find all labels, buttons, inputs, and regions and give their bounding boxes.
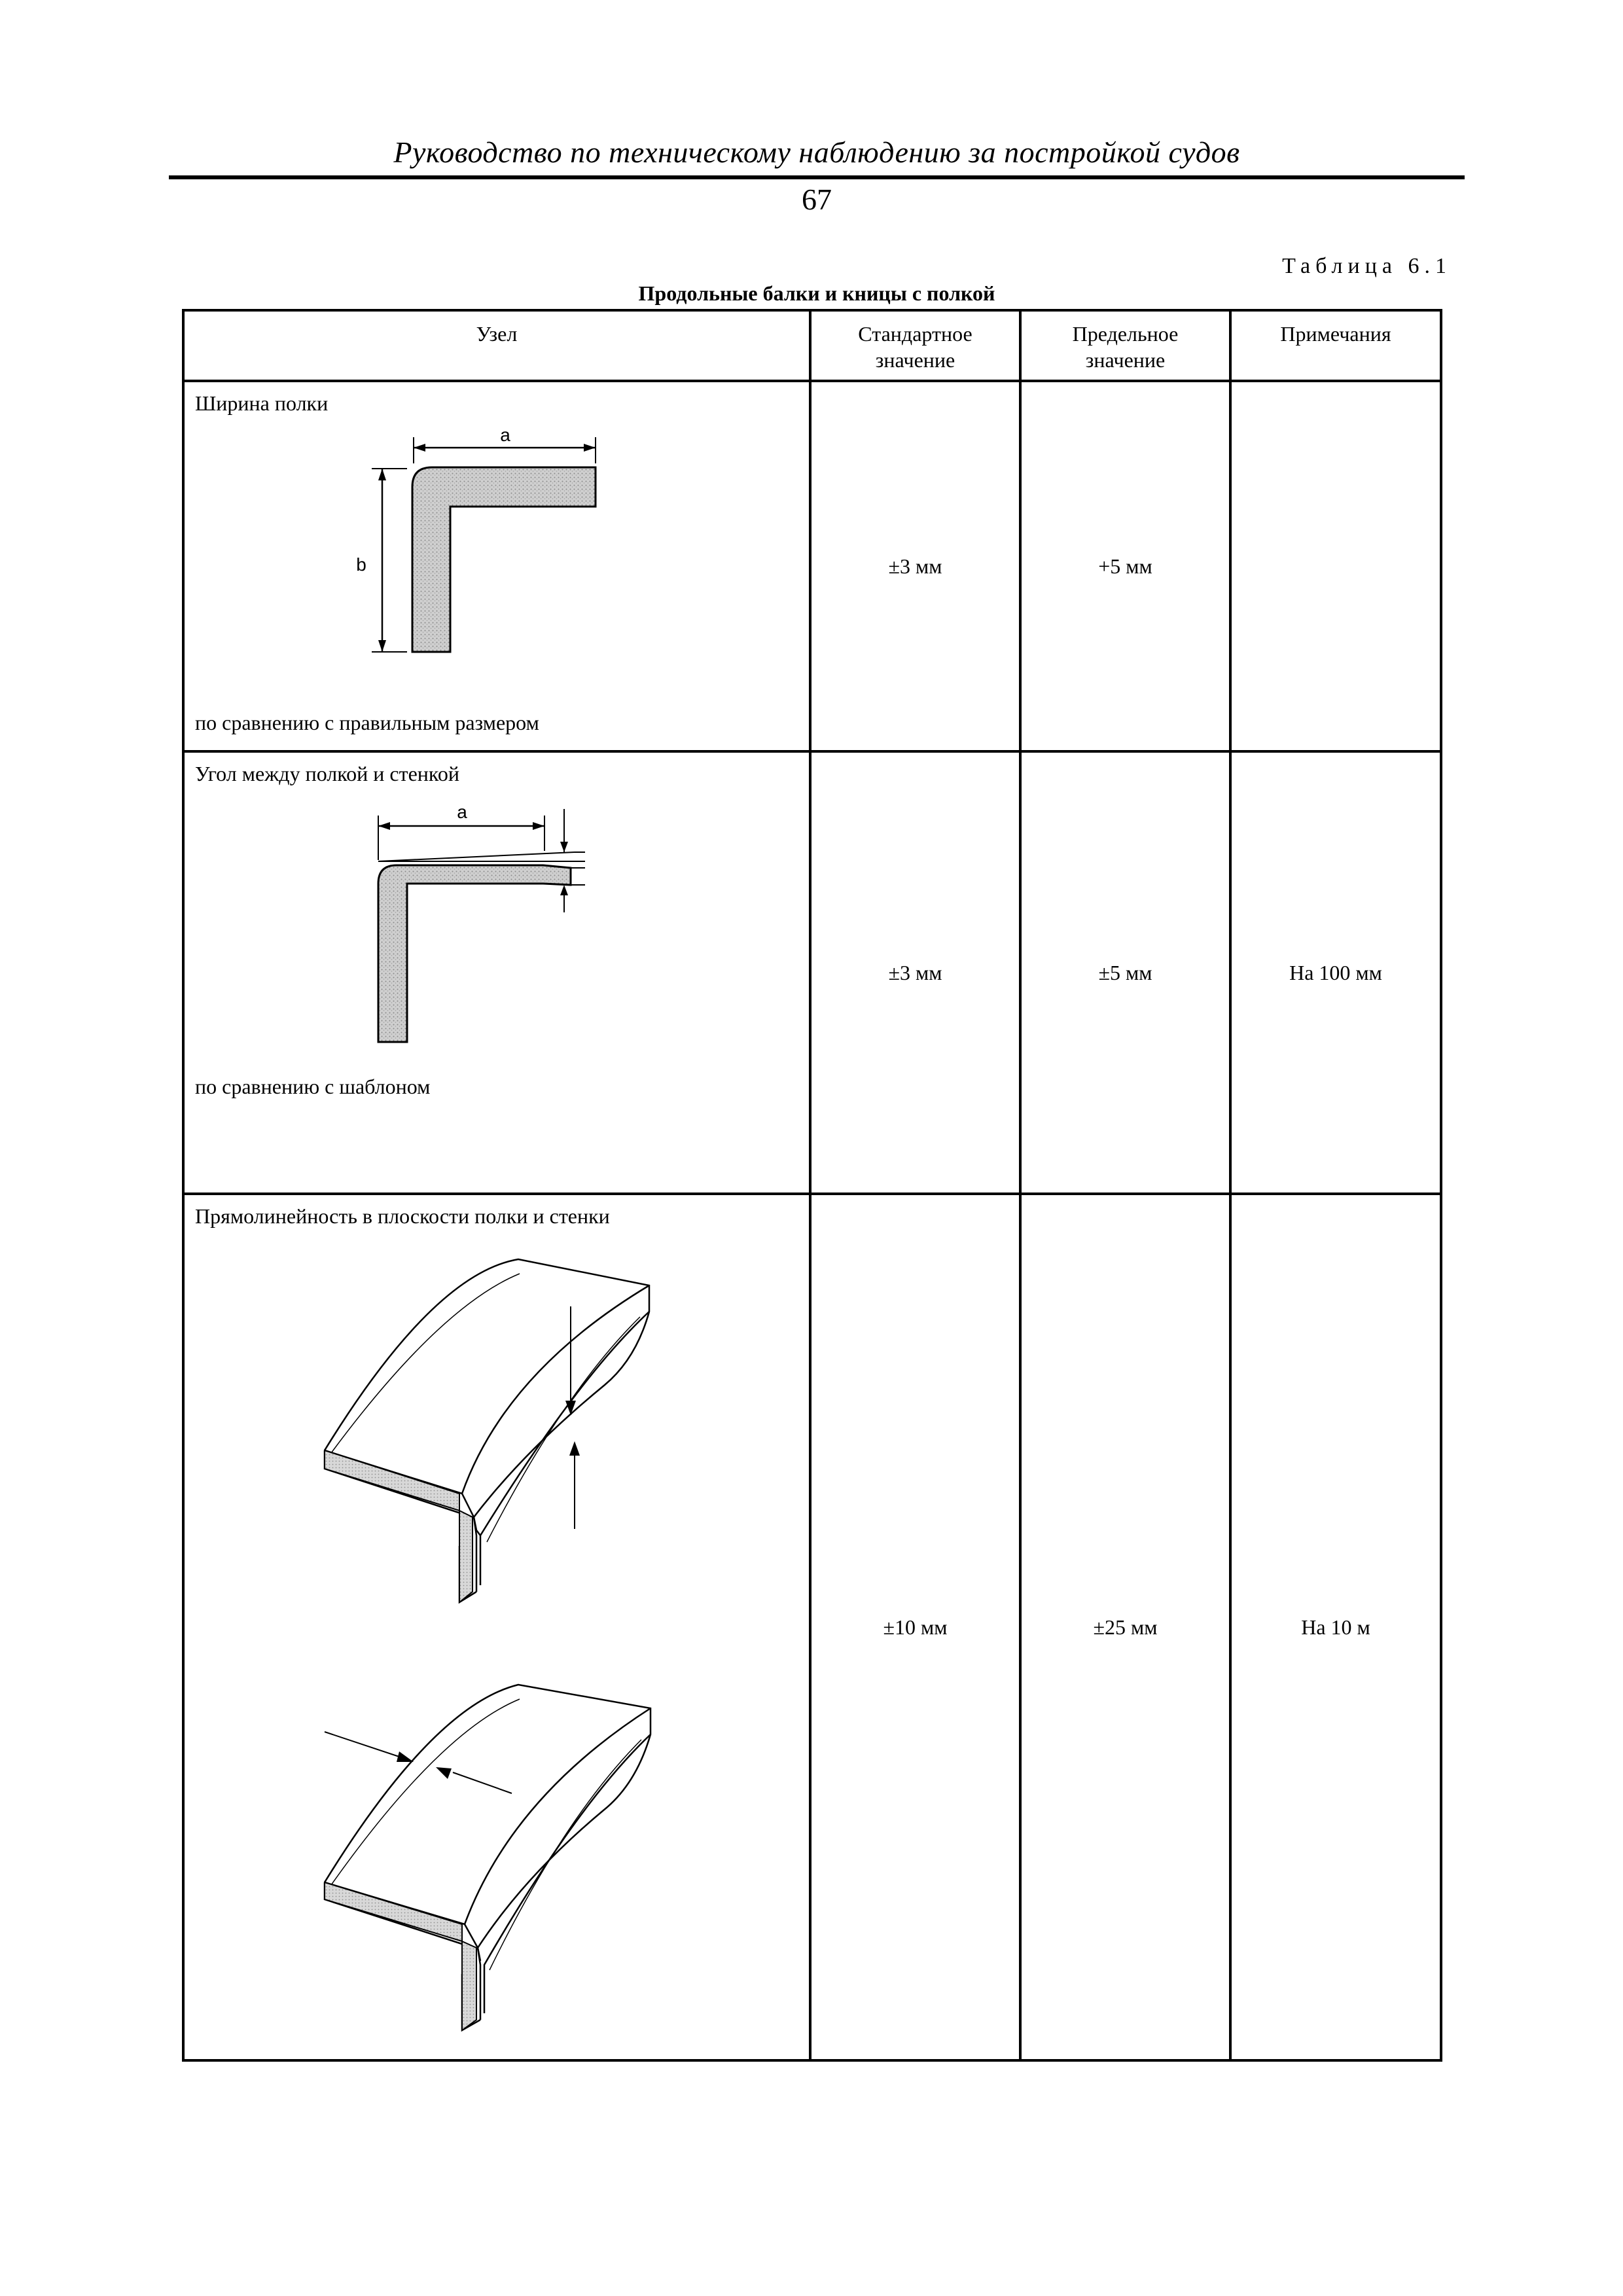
limit-value: +5 мм	[1020, 381, 1230, 751]
dim-label-b: b	[356, 554, 366, 575]
dim-label-a: a	[500, 425, 510, 445]
table-row	[183, 751, 1441, 1194]
col-header-notes: Примечания	[1230, 310, 1441, 381]
standard-value: ±10 мм	[810, 1194, 1020, 2060]
straightness-figure	[185, 1195, 812, 2062]
node-caption: по сравнению с шаблоном	[195, 1075, 431, 1098]
table-title: Продольные балки и кницы с полкой	[638, 281, 995, 305]
dim-label-a: a	[457, 802, 467, 822]
node-title: Угол между полкой и стенкой	[195, 762, 459, 785]
beam-bottom-view	[325, 1685, 651, 2030]
table-row	[183, 1194, 1441, 2060]
spec-table	[182, 309, 1442, 2062]
flange-angle-figure	[185, 753, 812, 1195]
flange-width-figure	[185, 382, 812, 753]
col-header-limit-text: Предельное значение	[1072, 322, 1179, 372]
node-cell	[183, 381, 810, 751]
node-cell	[183, 1194, 810, 2060]
note-value: На 10 м	[1230, 1194, 1441, 2060]
page-number: 67	[802, 183, 832, 216]
col-header-standard	[810, 310, 1020, 381]
limit-value: ±25 мм	[1020, 1194, 1230, 2060]
node-cell	[183, 751, 810, 1194]
col-header-standard-text: Стандартное значение	[858, 322, 972, 372]
table-label: Таблица 6.1	[1282, 254, 1452, 278]
col-header-node: Узел	[183, 310, 810, 381]
beam-top-view	[325, 1259, 649, 1602]
node-title: Ширина полки	[195, 391, 329, 415]
header-rule	[169, 175, 1465, 179]
limit-value: ±5 мм	[1020, 751, 1230, 1194]
running-head: Руководство по техническому наблюдению за постройкой судов	[393, 135, 1240, 169]
note-value: На 100 мм	[1230, 751, 1441, 1194]
col-header-limit	[1020, 310, 1230, 381]
standard-value: ±3 мм	[810, 381, 1020, 751]
table-header-row	[183, 310, 1441, 381]
note-value	[1230, 381, 1441, 751]
table-row	[183, 381, 1441, 751]
node-caption: по сравнению с правильным размером	[195, 711, 539, 734]
standard-value: ±3 мм	[810, 751, 1020, 1194]
node-title: Прямолинейность в плоскости полки и стенки	[195, 1204, 610, 1228]
